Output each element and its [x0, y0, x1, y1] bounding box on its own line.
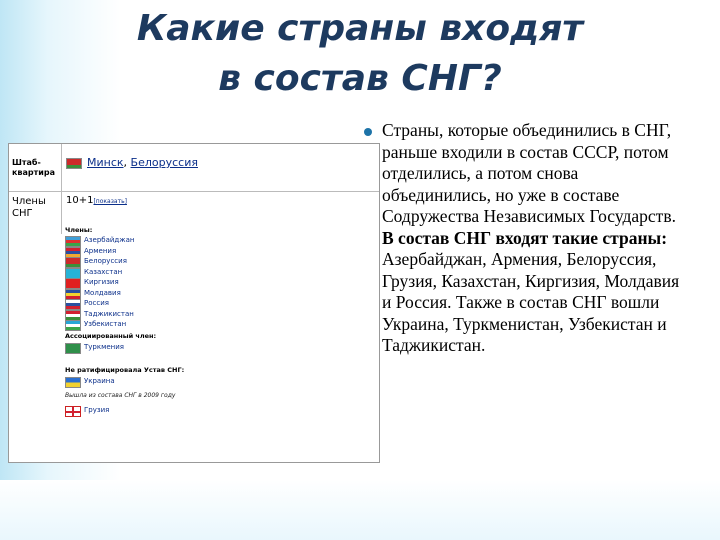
country-flag-icon	[65, 299, 81, 310]
bullet-text-block	[382, 120, 682, 357]
member-name: Украина	[84, 377, 115, 385]
country-flag-icon	[65, 310, 81, 321]
bullet-text-bold: В состав СНГ входят такие страны:	[382, 227, 668, 248]
associate-heading: Ассоциированный член:	[65, 332, 157, 340]
country-flag-icon	[65, 320, 81, 331]
hq-label: Штаб-квартира	[12, 158, 55, 177]
members-show-link[interactable]: [показать]	[93, 198, 127, 205]
slide-title-line1: Какие страны входят	[136, 8, 584, 49]
member-name: Киргизия	[84, 278, 119, 286]
slide-title-line2: в состав СНГ?	[218, 58, 502, 99]
country-flag-icon	[65, 236, 81, 247]
member-name: Азербайджан	[84, 236, 135, 244]
turkmenistan-flag-icon	[65, 343, 81, 354]
nonratified-heading: Не ратифицировала Устав СНГ:	[65, 366, 185, 374]
member-name: Белоруссия	[84, 257, 127, 265]
country-flag-icon	[65, 257, 81, 268]
georgia-flag-icon	[65, 406, 81, 417]
infobox-row-divider	[9, 191, 379, 192]
slide-background-bottom	[0, 480, 720, 540]
members-count: 10+1	[66, 195, 94, 206]
country-flag-icon	[65, 247, 81, 258]
exit-note: Вышла из состава СНГ в 2009 году	[65, 392, 176, 399]
member-name: Россия	[84, 299, 109, 307]
member-name: Казахстан	[84, 267, 123, 276]
hq-country-link[interactable]: Белоруссия	[130, 156, 198, 169]
member-name: Туркмения	[84, 343, 125, 351]
ukraine-flag-icon	[65, 377, 81, 388]
member-name: Узбекистан	[84, 320, 127, 328]
bullet-text-part3: Азербайджан, Армения, Белоруссия, Грузия, Казахстан, Киргизия, Молдавия и Россия. Также в состав СНГ вошли Украина, Туркменистан, Узбекистан и Таджикистан.	[382, 249, 680, 355]
cis-infobox: Штаб-квартира Минск, Белоруссия Члены СНГ 10+1[показать] Члены: Азербайджан Армения Белоруссия Казахстан Киргизия Молдавия Россия Таджикистан Узбекистан Ассоциированный член: Туркмения Не ратифицировала Устав СНГ: Украина Вышла из состава СНГ в 2009 году Грузия	[8, 143, 380, 463]
infobox-divider	[61, 144, 62, 234]
country-flag-icon	[65, 289, 81, 300]
belarus-flag-icon	[66, 158, 82, 169]
country-flag-icon	[65, 278, 81, 289]
slide-title	[100, 4, 620, 104]
country-flag-icon	[65, 268, 81, 279]
bullet-icon	[364, 128, 372, 136]
bullet-text-part1: Страны, которые объединились в СНГ, раньше входили в состав СССР, потом отделились, а потом снова объединились, но уже в составе Содружества Независимых Государств.	[382, 120, 676, 226]
member-name: Армения	[84, 246, 117, 255]
member-name: Таджикистан	[84, 309, 134, 318]
hq-city-link[interactable]: Минск	[87, 156, 124, 169]
members-label: Члены СНГ	[12, 196, 46, 219]
member-name: Молдавия	[84, 288, 121, 297]
member-name: Грузия	[84, 406, 110, 414]
members-heading: Члены:	[65, 226, 93, 234]
